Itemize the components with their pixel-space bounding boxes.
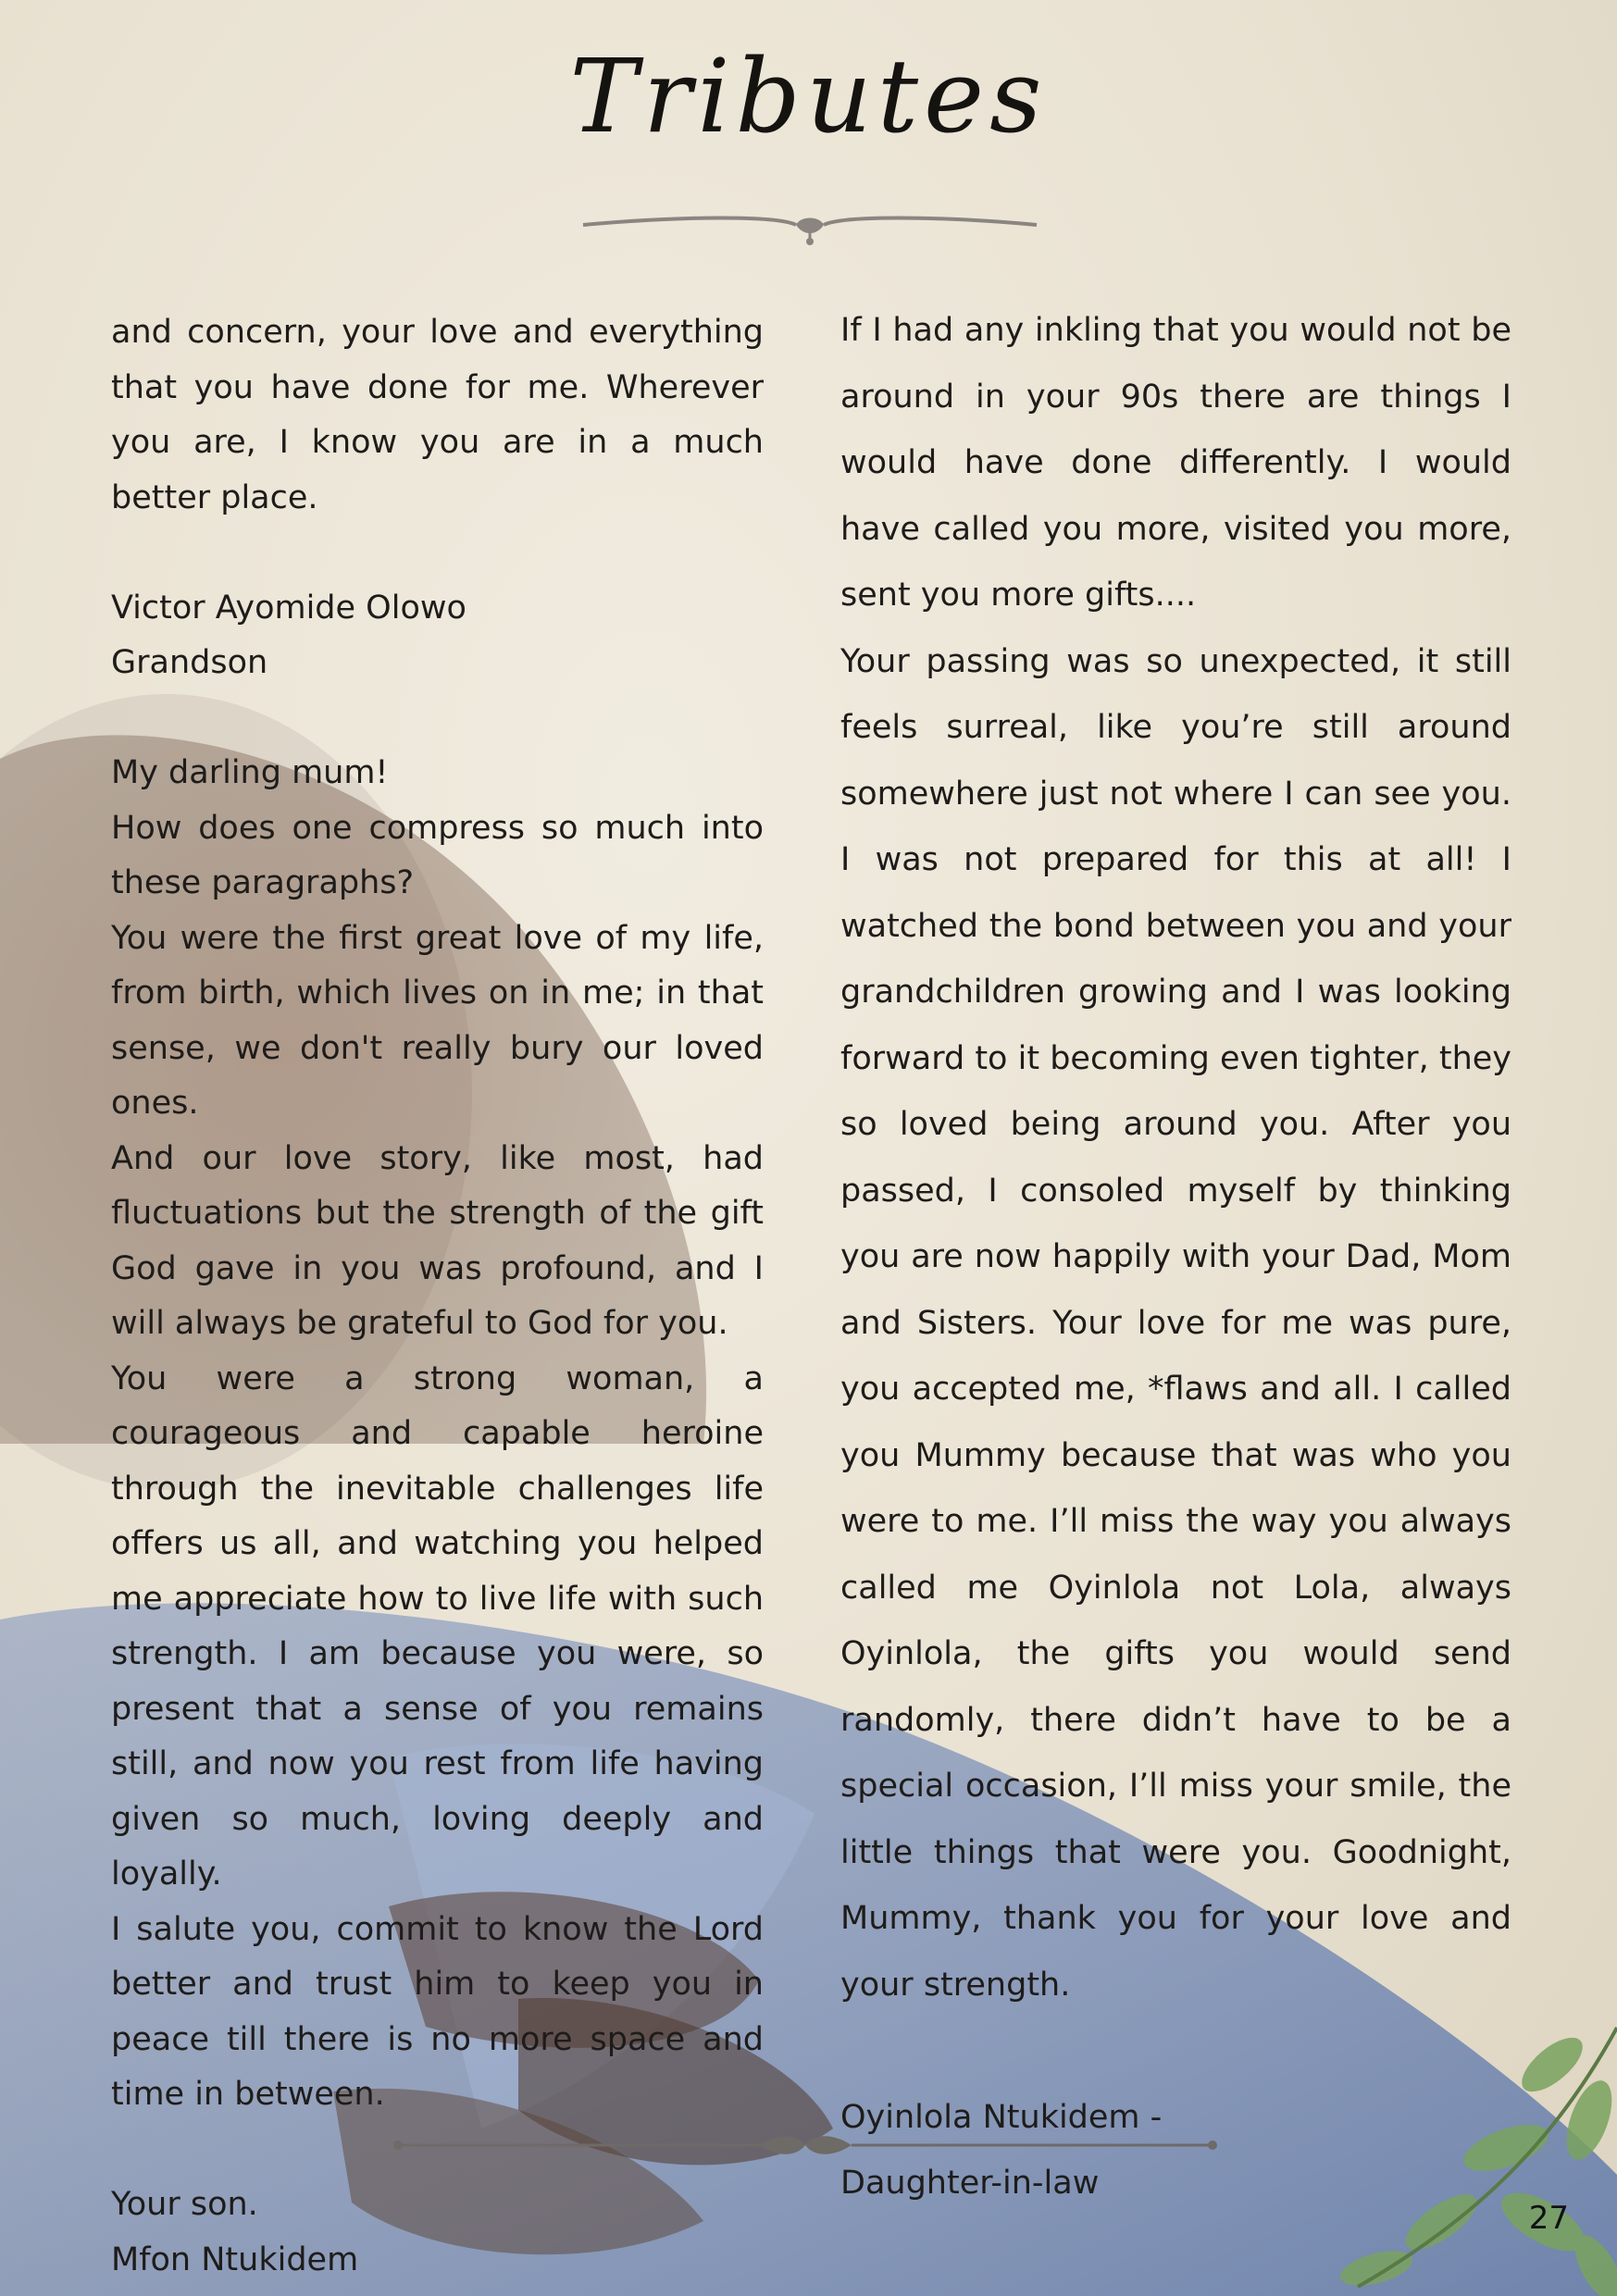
page-title: Tributes [569,37,1048,155]
tribute-daughter-in-law-paragraph: Your passing was so unexpected, it still feels surreal, like you’re still around somewhere just not where I can see you. I was not prepared for this at all! I watched the bond between you and your grandchildren growing and I was looking forward to it becoming even tighter, they so loved being around you. After you passed, I consoled myself by thinking you are now happily with your Dad, Mom and Sisters. Your love for me was pure, you accepted me, *flaws and all. I called you Mummy because that was who you were to me. I’ll miss the way you always called me Oyinlola not Lola, always Oyinlola, the gifts you would send randomly, there didn’t have to be a special occasion, I’ll miss your smile, the little things that were you. Goodnight, Mummy, thank you for your love and your strength. [840,642,1511,2004]
right-column [840,298,1511,2217]
tribute-daughter-in-law-name: Oyinlola Ntukidem - [840,2098,1163,2136]
left-column [111,305,764,2288]
tribute-son-paragraph: I salute you, commit to know the Lord better and trust him to keep you in peace till there is no more space and time in between. [111,1910,764,2113]
tribute-son-greeting: My darling mum! [111,754,389,791]
tribute-daughter-in-law-paragraph: If I had any inkling that you would not be around in your 90s there are things I would have done differently. I would have called you more, visited you more, sent you more gifts.... [840,312,1511,614]
tribute-son-closing: Your son. [111,2186,258,2223]
page-number: 27 [1528,2200,1569,2237]
tribute-daughter-in-law-relation: Daughter-in-law [840,2165,1100,2202]
tribute-son-paragraph: How does one compress so much into these paragraphs? [111,809,764,901]
tribute-son-paragraph: You were a strong woman, a courageous and capable heroine through the inevitable challenges life offers us all, and watching you helped me appreciate how to live life with such strength. I am because you were, so present that a sense of you remains still, and now you rest from life having given so much, loving deeply and loyally. [111,1359,764,1893]
tribute-son-paragraph: You were the first great love of my life, from birth, which lives on in me; in that sense, we don't really bury our loved ones. [111,919,764,1122]
tribute-grandson-body: and concern, your love and everything that you have done for me. Wherever you are, I know you are in a much better place. [111,314,764,516]
bottom-flourish-ornament [389,2131,1222,2159]
tribute-grandson-name: Victor Ayomide Olowo [111,589,466,627]
tribute-son-paragraph: And our love story, like most, had fluctuations but the strength of the gift God gave in you was profound, and I will always be grateful to God for you. [111,1139,764,1342]
tribute-grandson-relation: Grandson [111,644,268,681]
title-flourish-ornament [574,208,1046,245]
tribute-son-name: Mfon Ntukidem [111,2240,359,2278]
